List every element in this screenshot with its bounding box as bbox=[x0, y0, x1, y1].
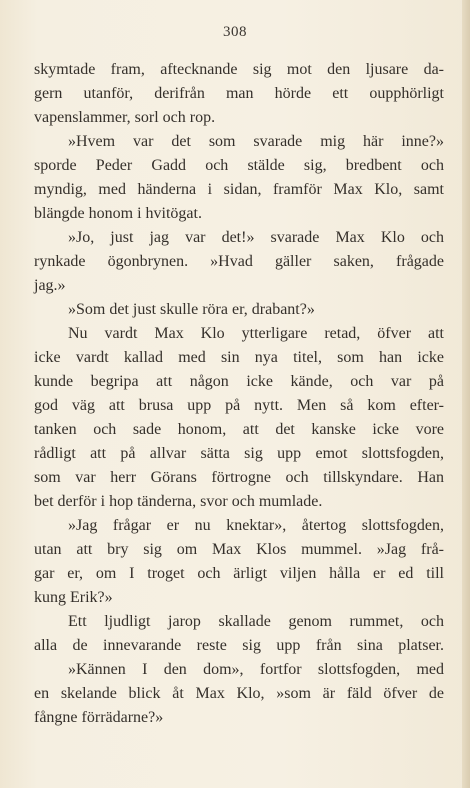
text-line: gern utanför, derifrån man hörde ett oupphörligt bbox=[34, 85, 444, 102]
text-line: myndig, med händerna i sidan, framför Max Klo, samt bbox=[34, 181, 444, 198]
text-line: »Jag frågar er nu knektar», återtog slottsfogden, bbox=[68, 517, 444, 534]
body-text bbox=[34, 58, 444, 730]
text-line: vapenslammer, sorl och rop. bbox=[34, 109, 216, 126]
text-line: blängde honom i hvitögat. bbox=[34, 205, 202, 222]
text-line: Ett ljudligt jarop skallade genom rummet, och bbox=[68, 613, 444, 630]
text-line: som var herr Görans förtrogne och tillskyndare. Han bbox=[34, 469, 444, 486]
text-line: icke vardt kallad med sin nya titel, som han icke bbox=[34, 349, 444, 366]
text-line: rynkade ögonbrynen. »Hvad gäller saken, frågade bbox=[34, 253, 444, 270]
text-line: rådligt att på allvar sätta sig upp emot slottsfogden, bbox=[34, 445, 444, 462]
text-line: sporde Peder Gadd och stälde sig, bredbent och bbox=[34, 157, 444, 174]
text-line: bet derför i hop tänderna, svor och mumlade. bbox=[34, 493, 323, 510]
text-line: »Hvem var det som svarade mig här inne?» bbox=[68, 133, 444, 150]
text-line: »Jo, just jag var det!» svarade Max Klo och bbox=[68, 229, 444, 246]
text-line: kunde begripa att någon icke kände, och var på bbox=[34, 373, 444, 390]
text-line: gar er, om I troget och ärligt viljen hålla er ed till bbox=[34, 565, 444, 582]
text-line: god väg att brusa upp på nytt. Men så kom efter- bbox=[34, 397, 444, 414]
text-line: »Kännen I den dom», fortfor slottsfogden, med bbox=[68, 661, 444, 678]
page-number: 308 bbox=[223, 24, 247, 40]
text-line: kung Erik?» bbox=[34, 589, 113, 606]
text-line: en skelande blick åt Max Klo, »som är fäld öfver de bbox=[34, 685, 444, 702]
text-line: fångne förrädarne?» bbox=[34, 709, 164, 726]
page-edge bbox=[462, 0, 470, 788]
text-line: »Som det just skulle röra er, drabant?» bbox=[68, 301, 315, 318]
text-line: tanken och sade honom, att det kanske icke vore bbox=[34, 421, 444, 438]
text-line: skymtade fram, aftecknande sig mot den ljusare da- bbox=[34, 61, 444, 78]
text-line: jag.» bbox=[34, 277, 66, 294]
text-line: Nu vardt Max Klo ytterligare retad, öfver att bbox=[68, 325, 444, 342]
text-line: utan att bry sig om Max Klos mummel. »Jag frå- bbox=[34, 541, 444, 558]
text-line: alla de innevarande reste sig upp från sina platser. bbox=[34, 637, 444, 654]
